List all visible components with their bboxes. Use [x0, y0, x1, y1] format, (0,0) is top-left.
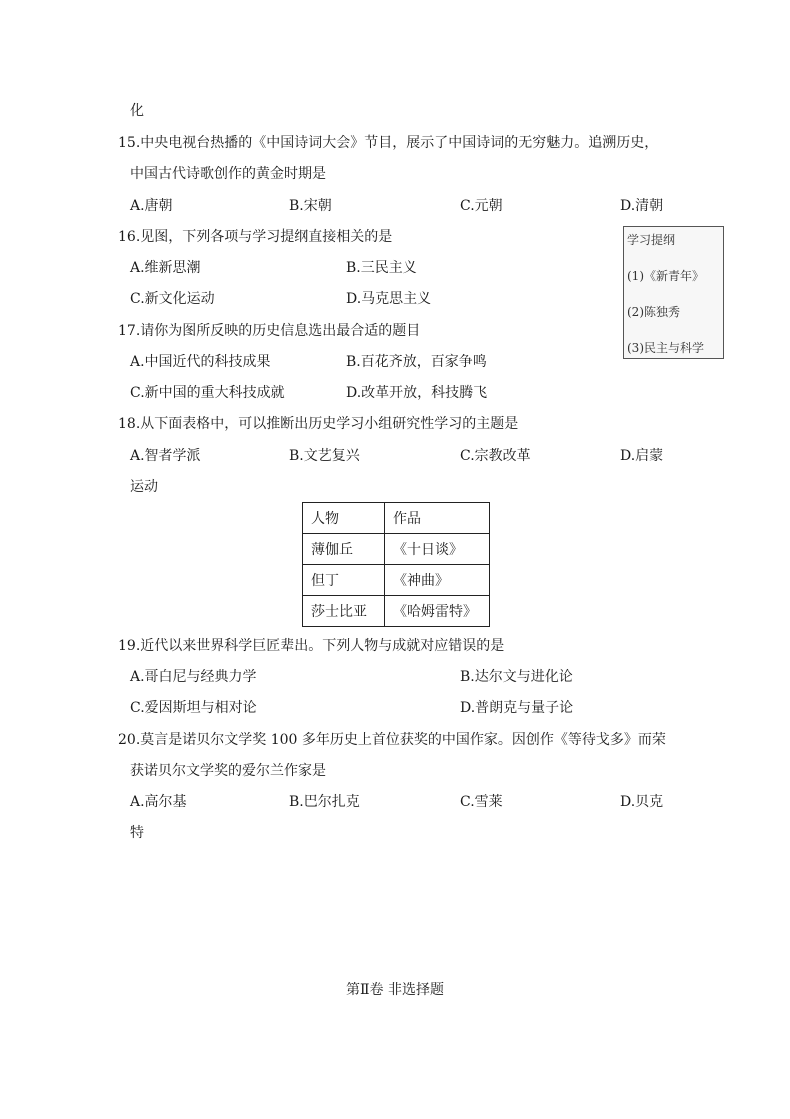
option-a[interactable]: A.高尔基: [130, 794, 187, 810]
option-b[interactable]: B.百花齐放，百家争鸣: [346, 354, 487, 370]
question-stem-continued: 获诺贝尔文学奖的爱尔兰作家是: [130, 763, 326, 779]
question-number: 19.: [118, 638, 141, 654]
table-cell: 薄伽丘: [303, 534, 385, 565]
question-stem: [118, 321, 420, 341]
outline-title: 学习提纲: [627, 233, 676, 247]
option-d-continued: 运动: [130, 479, 158, 495]
option-c[interactable]: C.爱因斯坦与相对论: [130, 700, 257, 716]
option-d[interactable]: D.普朗克与量子论: [460, 700, 574, 716]
outline-item: (2)陈独秀: [627, 305, 680, 319]
question-text: 近代以来世界科学巨匠辈出。下列人物与成就对应错误的是: [140, 638, 505, 654]
question-number: 15.: [118, 135, 141, 151]
outline-item: (3)民主与科学: [627, 341, 704, 355]
question-stem: [118, 227, 392, 247]
question-text: 从下面表格中，可以推断出历史学习小组研究性学习的主题是: [140, 416, 519, 432]
question-number: 18.: [118, 416, 141, 432]
table-cell: 莎士比亚: [303, 596, 385, 627]
outline-item: (1)《新青年》: [627, 269, 704, 283]
question-text: 中央电视台热播的《中国诗词大会》节目，展示了中国诗词的无穷魅力。追溯历史，: [140, 135, 659, 151]
question-stem: [118, 636, 504, 656]
question-stem: [118, 730, 666, 750]
table-header-cell: 人物: [303, 503, 385, 534]
table-header-cell: 作品: [385, 503, 490, 534]
option-d[interactable]: D.改革开放，科技腾飞: [346, 385, 488, 401]
option-a[interactable]: A.唐朝: [130, 198, 173, 214]
continuation-text: 化: [130, 103, 144, 119]
section-heading: 第Ⅱ卷 非选择题: [346, 982, 444, 998]
option-a[interactable]: A.智者学派: [130, 448, 201, 464]
option-c[interactable]: C.新文化运动: [130, 291, 215, 307]
option-d[interactable]: D.启蒙: [620, 448, 664, 464]
question-number: 16.: [118, 229, 141, 245]
option-c[interactable]: C.元朝: [460, 198, 503, 214]
option-a[interactable]: A.哥白尼与经典力学: [130, 669, 257, 685]
table-row: [303, 565, 490, 596]
table-header-row: [303, 503, 490, 534]
table-row: [303, 596, 490, 627]
option-a[interactable]: A.维新思潮: [130, 260, 201, 276]
table-cell: 但丁: [303, 565, 385, 596]
question-text: 见图，下列各项与学习提纲直接相关的是: [140, 229, 393, 245]
option-d-continued: 特: [130, 825, 144, 841]
table-cell: 《十日谈》: [385, 534, 490, 565]
question-text: 请你为图所反映的历史信息选出最合适的题目: [140, 323, 421, 339]
option-b[interactable]: B.宋朝: [289, 198, 332, 214]
option-d[interactable]: D.贝克: [620, 794, 664, 810]
question-text: 莫言是诺贝尔文学奖 100 多年历史上首位获奖的中国作家。因创作《等待戈多》而荣: [140, 732, 666, 748]
table-cell: 《神曲》: [385, 565, 490, 596]
option-b[interactable]: B.文艺复兴: [289, 448, 360, 464]
table-cell: 《哈姆雷特》: [385, 596, 490, 627]
works-table: [302, 502, 490, 627]
question-number: 17.: [118, 323, 141, 339]
question-stem: [118, 414, 518, 434]
option-c[interactable]: C.新中国的重大科技成就: [130, 385, 285, 401]
option-c[interactable]: C.宗教改革: [460, 448, 531, 464]
question-stem-continued: 中国古代诗歌创作的黄金时期是: [130, 166, 326, 182]
option-b[interactable]: B.巴尔扎克: [289, 794, 360, 810]
question-number: 20.: [118, 732, 141, 748]
option-b[interactable]: B.达尔文与进化论: [460, 669, 573, 685]
study-outline-figure: [623, 226, 724, 359]
option-d[interactable]: D.清朝: [620, 198, 664, 214]
question-stem: [118, 133, 658, 153]
option-a[interactable]: A.中国近代的科技成果: [130, 354, 271, 370]
option-d[interactable]: D.马克思主义: [346, 291, 432, 307]
option-c[interactable]: C.雪莱: [460, 794, 503, 810]
option-b[interactable]: B.三民主义: [346, 260, 417, 276]
table-row: [303, 534, 490, 565]
